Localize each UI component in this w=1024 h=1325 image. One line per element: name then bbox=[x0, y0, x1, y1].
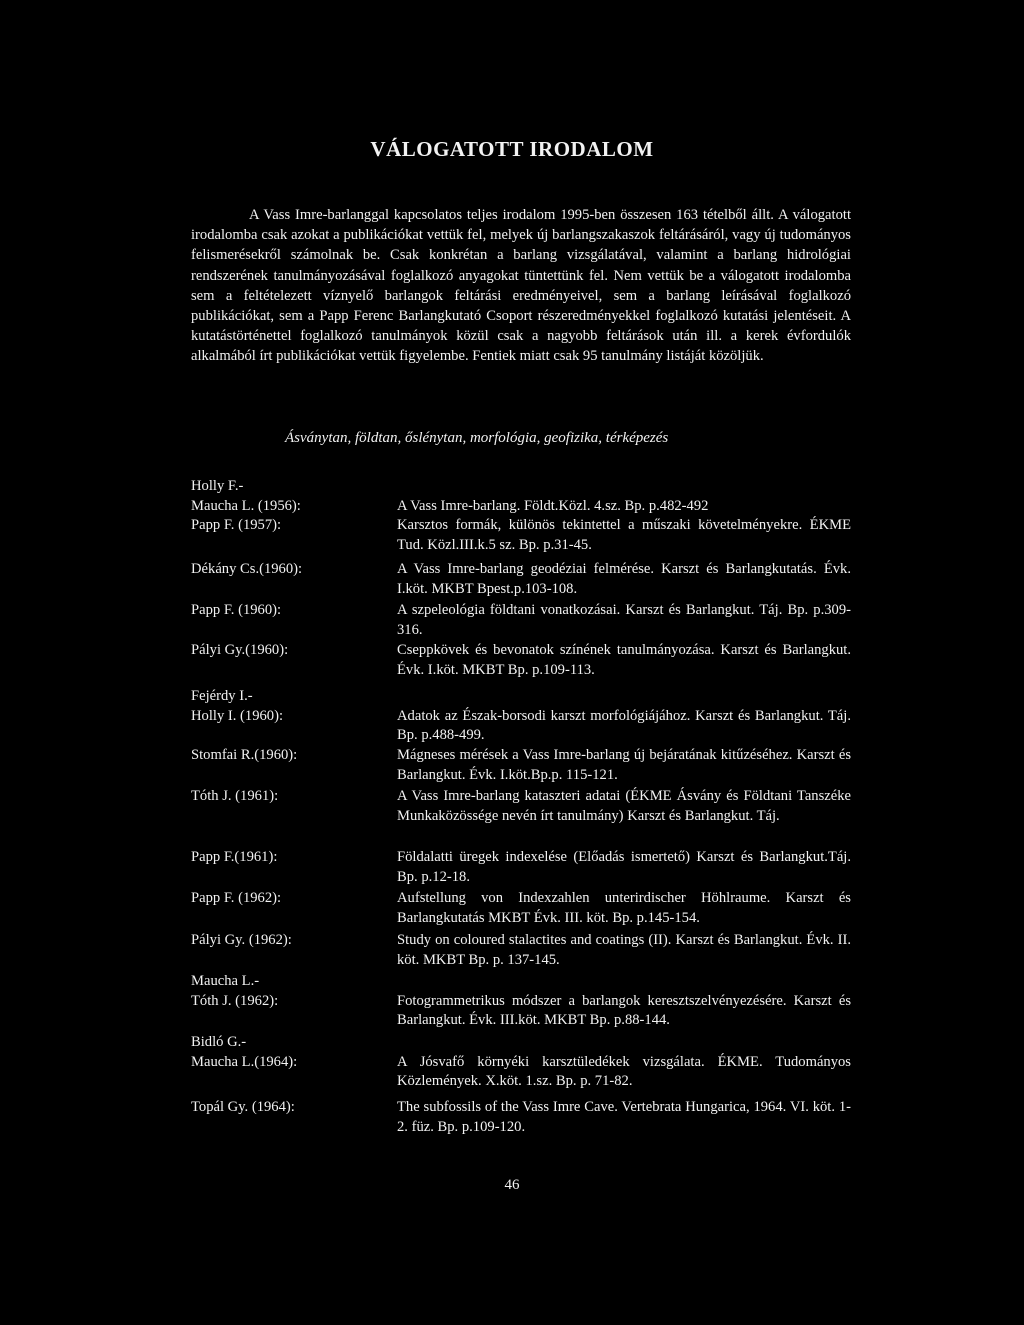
reference-citation: A Vass Imre-barlang. Földt.Közl. 4.sz. Bp. p.482-492 bbox=[397, 497, 709, 514]
author-line: Tóth J. (1962): bbox=[191, 992, 279, 1009]
reference-author bbox=[191, 889, 386, 909]
reference-citation: Földalatti üregek indexelése (Előadás ismertető) Karszt és Barlangkut.Táj. Bp. p.12-18. bbox=[397, 849, 851, 885]
reference-citation: A szpeleológia földtani vonatkozásai. Karszt és Barlangkut. Táj. Bp. p.309-316. bbox=[397, 602, 851, 638]
reference-citation: Adatok az Észak-borsodi karszt morfológiájához. Karszt és Barlangkut. Táj. Bp. p.488-499. bbox=[397, 707, 851, 743]
reference-citation: Karsztos formák, különös tekintettel a műszaki követelményekre. ÉKME Tud. Közl.III.k.5 sz. Bp. p.31-45. bbox=[397, 517, 851, 553]
author-line: Bidló G.- bbox=[191, 1034, 247, 1050]
author-line: Maucha L.- bbox=[191, 973, 260, 989]
reference-citation: Mágneses mérések a Vass Imre-barlang új bejáratának kitűzéséhez. Karszt és Barlangkut. Évk. I.köt.Bp.p. 115-121. bbox=[397, 747, 851, 783]
intro-text: A Vass Imre-barlanggal kapcsolatos teljes irodalom 1995-ben összesen 163 tételből állt. A válogatott irodalomba csak azokat a publikációkat vettük fel, melyek új barlangszakaszok feltárásáról, vagy új tudományos felismerésekről számolnak be. Csak konkrétan a barlang vizsgálatával, valamint a barlang hidrológiai rendszerének tanulmányozásával foglalkozó anyagokat tüntettünk fel. Nem vettük be a válogatott irodalomba sem a feltételezett víznyelő barlangok feltárási eredményeivel, sem a barlang leírásával foglalkozó publikációkat, sem a Papp Ferenc Barlangkutató Csoport részeredményekkel foglalkozó kutatási jelentéseit. A kutatástörténettel foglalkozó tanulmányok közül csak a nagyobb feltárások után ill. a kerek évfordulók alkalmából írt publikációkat vettük figyelembe. Fentiek miatt csak 95 tanulmány listáját közöljük. bbox=[191, 207, 851, 365]
reference-author bbox=[191, 477, 386, 516]
reference-citation: Fotogrammetrikus módszer a barlangok keresztszelvényezésére. Karszt és Barlangkut. Évk. III.köt. MKBT Bp. p.88-144. bbox=[397, 992, 851, 1028]
reference-author bbox=[191, 687, 386, 726]
reference-citation: Study on coloured stalactites and coatings (II). Karszt és Barlangkut. Évk. II. köt. MKBT Bp. p. 137-145. bbox=[397, 932, 851, 968]
author-line: Pályi Gy.(1960): bbox=[191, 642, 289, 658]
reference-citation: A Jósvafő környéki karsztüledékek vizsgálata. ÉKME. Tudományos Közlemények. X.köt. 1.sz. Bp. p. 71-82. bbox=[397, 1053, 851, 1089]
author-line: Papp F. (1957): bbox=[191, 517, 282, 533]
author-line: Holly I. (1960): bbox=[191, 707, 284, 724]
reference-author bbox=[191, 560, 386, 580]
author-line: Papp F. (1960): bbox=[191, 602, 282, 618]
page-title: VÁLOGATOTT IRODALOM bbox=[370, 137, 654, 161]
author-line: Topál Gy. (1964): bbox=[191, 1099, 295, 1115]
reference-citation: A Vass Imre-barlang kataszteri adatai (ÉKME Ásvány és Földtani Tanszéke Munkaközössége nevén írt tanulmány) Karszt és Barlangkut. Táj. bbox=[397, 788, 851, 824]
reference-citation: The subfossils of the Vass Imre Cave. Vertebrata Hungarica, 1964. VI. köt. 1-2. füz. Bp. p.109-120. bbox=[397, 1099, 851, 1135]
reference-author bbox=[191, 601, 386, 621]
section-heading: Ásványtan, földtan, őslénytan, morfológia, geofizika, térképezés bbox=[285, 430, 669, 446]
author-line: Papp F.(1961): bbox=[191, 849, 278, 865]
author-line: Maucha L.(1964): bbox=[191, 1053, 298, 1070]
reference-author bbox=[191, 931, 386, 951]
reference-author bbox=[191, 746, 386, 766]
reference-citation: Cseppkövek és bevonatok színének tanulmányozása. Karszt és Barlangkut. Évk. I.köt. MKBT Bp. p.109-113. bbox=[397, 642, 851, 678]
author-line: Pályi Gy. (1962): bbox=[191, 932, 292, 948]
reference-author bbox=[191, 1098, 386, 1118]
author-line: Fejérdy I.- bbox=[191, 688, 253, 704]
author-line: Holly F.- bbox=[191, 478, 244, 494]
page-number: 46 bbox=[504, 1177, 520, 1193]
reference-citation: Aufstellung von Indexzahlen unterirdischer Höhlraume. Karszt és Barlangkutatás MKBT Évk. III. köt. Bp. p.145-154. bbox=[397, 890, 851, 926]
reference-author bbox=[191, 972, 386, 1011]
reference-author bbox=[191, 848, 386, 868]
reference-author bbox=[191, 641, 386, 661]
intro-paragraph bbox=[191, 205, 851, 367]
author-line: Papp F. (1962): bbox=[191, 890, 282, 906]
reference-author bbox=[191, 516, 386, 536]
reference-citation: A Vass Imre-barlang geodéziai felmérése. Karszt és Barlangkutatás. Évk. I.köt. MKBT Bpest.p.103-108. bbox=[397, 561, 851, 597]
reference-author bbox=[191, 787, 386, 807]
author-line: Maucha L. (1956): bbox=[191, 497, 301, 514]
author-line: Tóth J. (1961): bbox=[191, 788, 279, 804]
author-line: Dékány Cs.(1960): bbox=[191, 561, 303, 577]
reference-author bbox=[191, 1033, 386, 1072]
author-line: Stomfai R.(1960): bbox=[191, 747, 298, 763]
